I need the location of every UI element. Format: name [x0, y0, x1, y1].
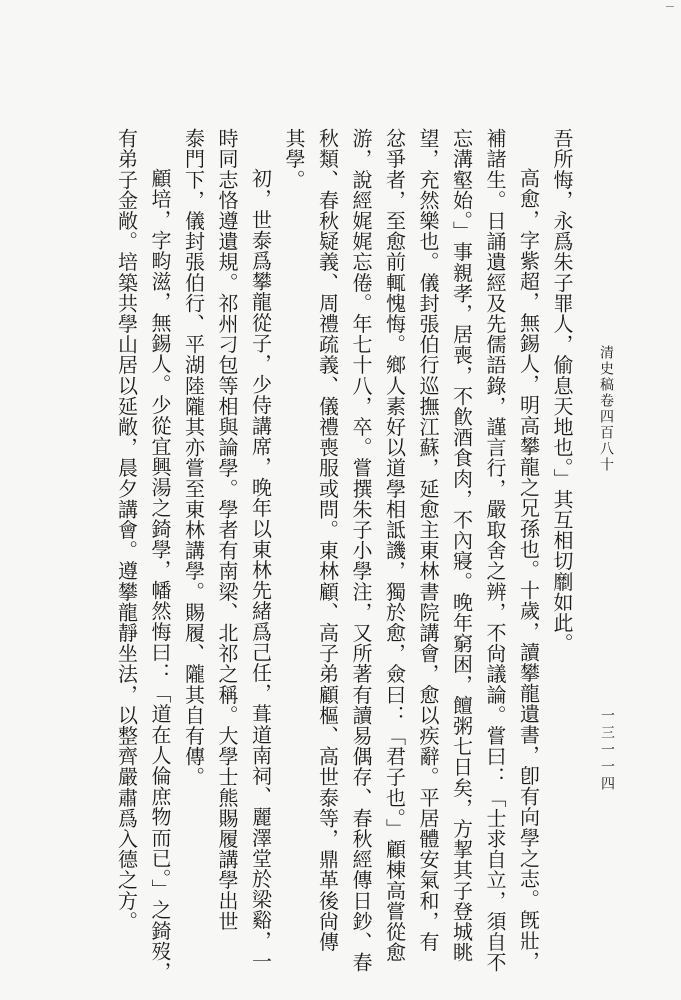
text-column: 泰門下，儀封張伯行、平湖陸隴其亦嘗至東林講學。賜履、隴其自有傳。 — [181, 128, 206, 788]
text-column: 其學。 — [282, 128, 306, 190]
text-column: 時同志恪遵遺規。祁州刁包等相與論學。學者有南梁、北祁之稱。大學士熊賜履講學出世 — [215, 128, 239, 932]
page-corner-mark — [666, 6, 674, 12]
text-column: 忿爭者，至愈前輒愧悔。鄉人素好以道學相詆譏，獨於愈，僉曰：「君子也。」顧棟高嘗從愈 — [382, 128, 407, 963]
page-number: 一三一一四 — [599, 708, 615, 793]
running-title: 清史稿卷四百八十 — [598, 345, 614, 473]
text-column: 顧培，字畇滋，無錫人。少從宜興湯之錡學，幡然悔曰：「道在人倫庶物而已。」之錡歿， — [148, 168, 172, 982]
text-body — [113, 128, 578, 982]
text-column: 高愈，字紫超，無錫人，明高攀龍之兄孫也。十歲，讀攀龍遺書，卽有向學之志。旣壯， — [516, 168, 541, 972]
text-column: 補諸生。日誦遺經及先儒語錄，謹言行，嚴取舍之辨，不尙議論。嘗曰：「士求自立，須自不 — [483, 128, 507, 973]
text-column: 望，充然樂也。儀封張伯行巡撫江蘇，延愈主東林書院講會，愈以疾辭。平居體安氣和，有 — [416, 128, 440, 952]
text-column: 忘溝壑始。」事親孝，居喪，不飮酒食肉，不內寢。晚年窮困，饘粥七日矣，方挈其子登城眺 — [449, 128, 474, 963]
text-column: 吾所悔，永爲朱子罪人，偷息天地也。」其互相切劘如此。 — [550, 128, 574, 654]
text-column: 秋類、春秋疑義、周禮疏義、儀禮喪服或問。東林顧、高子弟顧樞、高世泰等，鼎革後尙傳 — [315, 128, 340, 952]
text-column: 初，世泰爲攀龍從子，少侍講席，晚年以東林先緒爲己任，葺道南祠、麗澤堂於梁谿，一 — [248, 168, 273, 972]
text-column: 有弟子金敞。培築共學山居以延敞，晨夕講會。遵攀龍靜坐法，以整齊嚴肅爲入德之方。 — [114, 128, 139, 932]
text-column: 游，說經娓娓忘倦。年七十八，卒。嘗撰朱子小學注，又所著有讀易偶存、春秋經傳日鈔、春 — [349, 128, 373, 973]
